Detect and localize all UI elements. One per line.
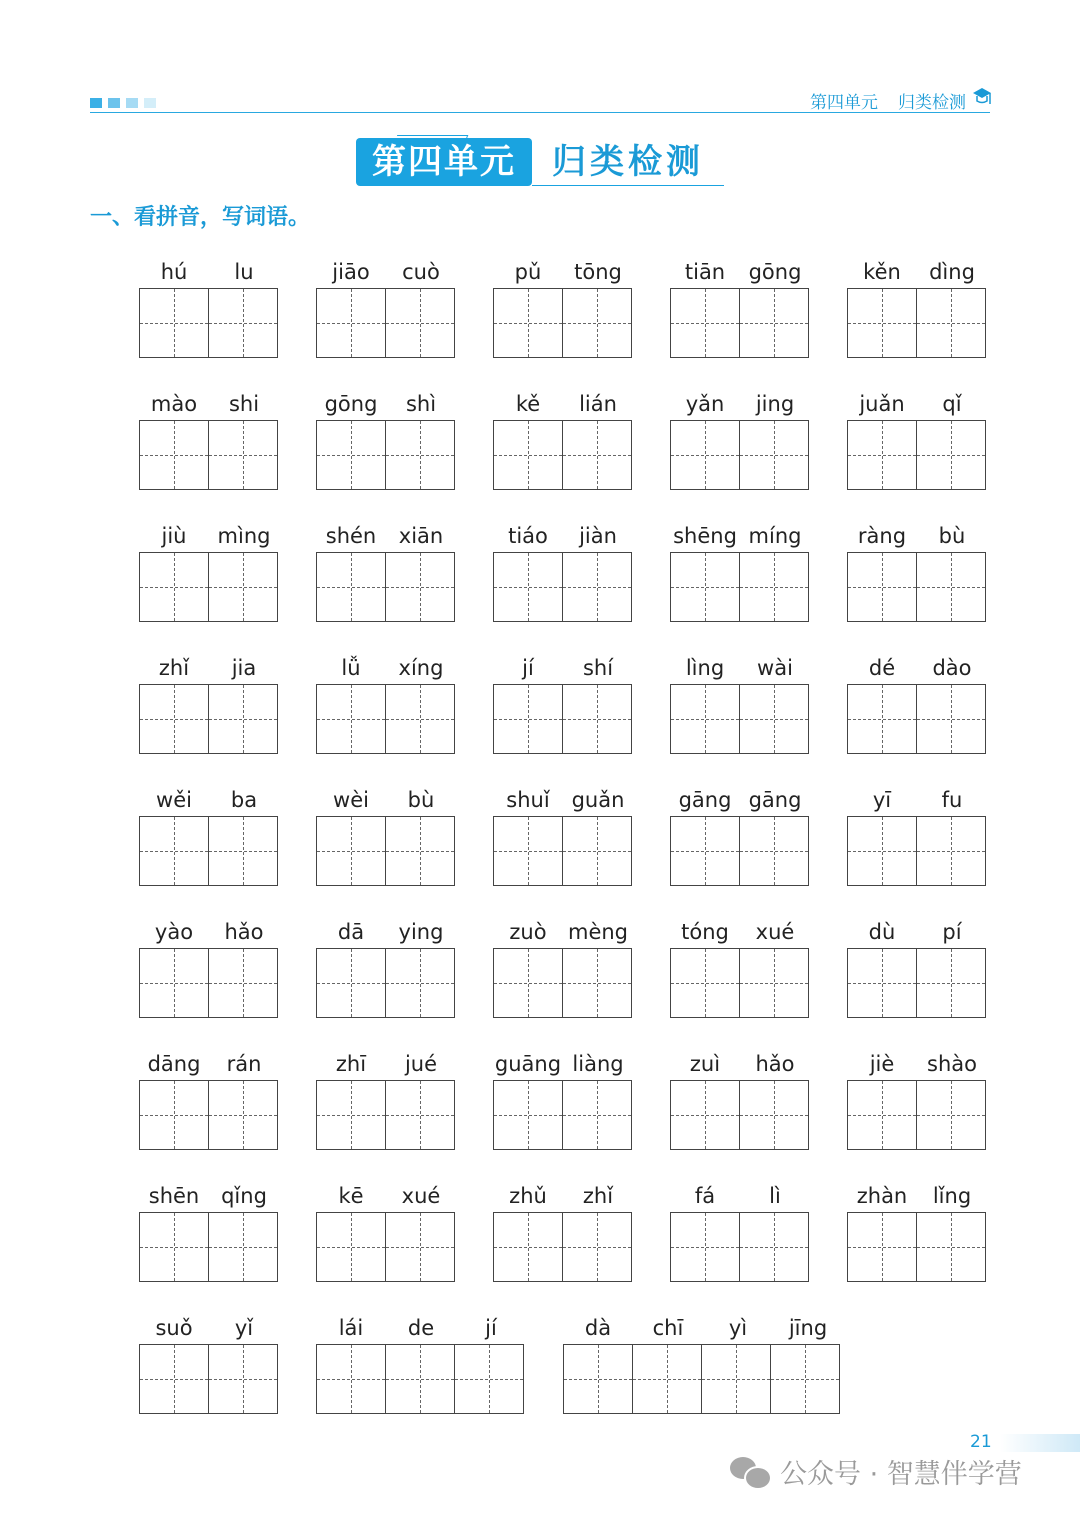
pinyin-row <box>139 918 279 946</box>
tianzige-grid <box>316 816 455 886</box>
tianzige-grid <box>493 1212 632 1282</box>
pinyin-syllable: gāng <box>678 788 732 812</box>
tianzige-grid <box>847 948 986 1018</box>
writing-cell[interactable] <box>139 1344 209 1414</box>
writing-cell[interactable] <box>916 288 986 358</box>
tianzige-grid <box>139 816 278 886</box>
writing-cell[interactable] <box>847 420 917 490</box>
pinyin-row <box>847 258 987 286</box>
pinyin-syllable: tōng <box>574 260 622 284</box>
writing-cell[interactable] <box>670 288 740 358</box>
pinyin-row <box>493 654 633 682</box>
header-square <box>108 98 120 108</box>
writing-cell[interactable] <box>770 1344 840 1414</box>
tianzige-grid <box>670 288 809 358</box>
tianzige-grid <box>139 1080 278 1150</box>
writing-cell[interactable] <box>847 1080 917 1150</box>
pinyin-syllable: chī <box>652 1316 684 1340</box>
header-squares <box>90 98 156 108</box>
writing-cell[interactable] <box>739 816 809 886</box>
pinyin-row <box>493 1050 633 1078</box>
writing-cell[interactable] <box>316 420 386 490</box>
pinyin-syllable: qǐng <box>221 1184 267 1208</box>
pinyin-syllable: shuǐ <box>506 788 550 812</box>
writing-cell[interactable] <box>493 816 563 886</box>
writing-cell[interactable] <box>670 1080 740 1150</box>
page-number-band <box>1000 1434 1080 1452</box>
wechat-icon <box>730 1455 770 1489</box>
pinyin-syllable: bù <box>407 788 435 812</box>
writing-cell[interactable] <box>493 288 563 358</box>
graduation-cap-icon <box>972 86 992 114</box>
writing-cell[interactable] <box>916 684 986 754</box>
writing-cell[interactable] <box>847 684 917 754</box>
pinyin-syllable: hú <box>160 260 188 284</box>
pinyin-syllable: xué <box>755 920 795 944</box>
pinyin-row <box>493 390 633 418</box>
pinyin-row <box>847 522 987 550</box>
pinyin-syllable: cuò <box>402 260 440 284</box>
pinyin-syllable: mìng <box>217 524 271 548</box>
writing-cell[interactable] <box>562 288 632 358</box>
writing-cell[interactable] <box>916 1212 986 1282</box>
pinyin-syllable: tiān <box>684 260 726 284</box>
writing-cell[interactable] <box>916 1080 986 1150</box>
writing-cell[interactable] <box>208 816 278 886</box>
header-section: 归类检测 <box>898 92 966 113</box>
writing-cell[interactable] <box>670 1212 740 1282</box>
writing-cell[interactable] <box>670 552 740 622</box>
pinyin-row <box>670 390 810 418</box>
title-tail: 归类检测 <box>552 142 704 182</box>
pinyin-row <box>139 522 279 550</box>
pinyin-syllable: lì <box>769 1184 781 1208</box>
pinyin-syllable: fá <box>694 1184 716 1208</box>
pinyin-syllable: jí <box>485 1316 497 1340</box>
writing-cell[interactable] <box>739 1080 809 1150</box>
writing-cell[interactable] <box>139 1212 209 1282</box>
pinyin-row <box>493 786 633 814</box>
writing-cell[interactable] <box>493 1080 563 1150</box>
tianzige-grid <box>493 288 632 358</box>
pinyin-syllable: yǐ <box>234 1316 254 1340</box>
writing-cell[interactable] <box>493 1212 563 1282</box>
tianzige-grid <box>847 684 986 754</box>
pinyin-row <box>670 258 810 286</box>
tianzige-grid <box>847 1212 986 1282</box>
writing-cell[interactable] <box>316 1080 386 1150</box>
writing-cell[interactable] <box>847 288 917 358</box>
writing-cell[interactable] <box>493 420 563 490</box>
pinyin-row <box>316 258 456 286</box>
pinyin-row <box>670 1050 810 1078</box>
pinyin-syllable: shēng <box>673 524 737 548</box>
pinyin-syllable: shi <box>228 392 260 416</box>
tianzige-grid <box>316 1212 455 1282</box>
writing-cell[interactable] <box>739 684 809 754</box>
tianzige-grid <box>670 552 809 622</box>
writing-cell[interactable] <box>385 1344 455 1414</box>
pinyin-row <box>847 786 987 814</box>
pinyin-syllable: pǔ <box>514 260 542 284</box>
pinyin-syllable: mèng <box>567 920 629 944</box>
writing-cell[interactable] <box>916 420 986 490</box>
writing-cell[interactable] <box>670 816 740 886</box>
pinyin-syllable: de <box>407 1316 435 1340</box>
pinyin-syllable: yǎn <box>685 392 725 416</box>
pinyin-syllable: jiāo <box>332 260 370 284</box>
tianzige-grid <box>139 552 278 622</box>
pinyin-row <box>316 786 456 814</box>
pinyin-syllable: wèi <box>333 788 369 812</box>
writing-cell[interactable] <box>316 288 386 358</box>
pinyin-syllable: xué <box>401 1184 441 1208</box>
pinyin-syllable: zhǔ <box>509 1184 547 1208</box>
pinyin-row <box>670 522 810 550</box>
pinyin-syllable: dāng <box>147 1052 201 1076</box>
pinyin-syllable: jia <box>231 656 257 680</box>
writing-cell[interactable] <box>454 1344 524 1414</box>
running-header <box>810 86 992 114</box>
pinyin-syllable: shào <box>927 1052 977 1076</box>
tianzige-grid <box>847 420 986 490</box>
pinyin-syllable: dào <box>932 656 972 680</box>
pinyin-row <box>670 918 810 946</box>
pinyin-syllable: pí <box>942 920 962 944</box>
question-heading: 一、看拼音，写词语。 <box>90 205 311 230</box>
pinyin-syllable: qǐ <box>942 392 962 416</box>
pinyin-row <box>493 522 633 550</box>
writing-cell[interactable] <box>208 1344 278 1414</box>
pinyin-syllable: jing <box>755 392 795 416</box>
tianzige-grid <box>670 1212 809 1282</box>
page-number: 21 <box>970 1432 992 1452</box>
pinyin-syllable: míng <box>748 524 802 548</box>
writing-cell[interactable] <box>385 288 455 358</box>
writing-cell[interactable] <box>916 552 986 622</box>
title-boxed: 第四单元 <box>356 138 532 186</box>
pinyin-row <box>316 1050 456 1078</box>
writing-cell[interactable] <box>739 948 809 1018</box>
tianzige-grid <box>493 1080 632 1150</box>
pinyin-row <box>139 654 279 682</box>
pinyin-syllable: shén <box>325 524 377 548</box>
writing-cell[interactable] <box>208 1212 278 1282</box>
pinyin-syllable: gāng <box>748 788 802 812</box>
pinyin-row <box>139 786 279 814</box>
pinyin-syllable: jīng <box>788 1316 828 1340</box>
tianzige-grid <box>847 552 986 622</box>
tianzige-grid <box>316 684 455 754</box>
writing-cell[interactable] <box>139 1080 209 1150</box>
tianzige-grid <box>139 420 278 490</box>
writing-cell[interactable] <box>316 552 386 622</box>
pinyin-syllable: gōng <box>324 392 378 416</box>
pinyin-row <box>493 258 633 286</box>
writing-cell[interactable] <box>739 420 809 490</box>
writing-cell[interactable] <box>316 948 386 1018</box>
pinyin-syllable: kě <box>515 392 541 416</box>
pinyin-syllable: wài <box>757 656 793 680</box>
writing-cell[interactable] <box>208 684 278 754</box>
tianzige-grid <box>493 420 632 490</box>
writing-cell[interactable] <box>670 684 740 754</box>
pinyin-syllable: rán <box>226 1052 262 1076</box>
pinyin-syllable: lái <box>338 1316 364 1340</box>
tianzige-grid <box>139 948 278 1018</box>
pinyin-row <box>139 1050 279 1078</box>
writing-cell[interactable] <box>739 1212 809 1282</box>
tianzige-grid <box>563 1344 840 1414</box>
pinyin-syllable: lu <box>234 260 254 284</box>
pinyin-syllable: zuì <box>689 1052 721 1076</box>
writing-cell[interactable] <box>385 816 455 886</box>
pinyin-syllable: lǐng <box>932 1184 972 1208</box>
tianzige-grid <box>493 684 632 754</box>
pinyin-row <box>670 654 810 682</box>
pinyin-syllable: kē <box>338 1184 364 1208</box>
pinyin-syllable: ba <box>230 788 258 812</box>
pinyin-syllable: fu <box>941 788 963 812</box>
pinyin-syllable: ràng <box>857 524 907 548</box>
tianzige-grid <box>670 1080 809 1150</box>
tianzige-grid <box>316 288 455 358</box>
tianzige-grid <box>670 948 809 1018</box>
writing-cell[interactable] <box>316 816 386 886</box>
pinyin-row <box>847 390 987 418</box>
tianzige-grid <box>670 420 809 490</box>
writing-cell[interactable] <box>208 420 278 490</box>
pinyin-syllable: mào <box>150 392 198 416</box>
pinyin-syllable: bù <box>938 524 966 548</box>
pinyin-syllable: shēn <box>148 1184 200 1208</box>
writing-cell[interactable] <box>739 552 809 622</box>
pinyin-row <box>316 1314 526 1342</box>
header-unit: 第四单元 <box>810 92 878 113</box>
pinyin-syllable: hǎo <box>755 1052 795 1076</box>
page-title <box>356 135 726 187</box>
header-square <box>126 98 138 108</box>
pinyin-syllable: jiè <box>869 1052 895 1076</box>
writing-cell[interactable] <box>316 1212 386 1282</box>
writing-cell[interactable] <box>385 948 455 1018</box>
pinyin-syllable: jí <box>522 656 534 680</box>
pinyin-row <box>316 918 456 946</box>
writing-cell[interactable] <box>562 552 632 622</box>
pinyin-row <box>847 1050 987 1078</box>
pinyin-syllable: lián <box>579 392 617 416</box>
pinyin-row <box>139 258 279 286</box>
pinyin-row <box>139 390 279 418</box>
tianzige-grid <box>316 948 455 1018</box>
writing-cell[interactable] <box>847 948 917 1018</box>
pinyin-syllable: xiān <box>398 524 444 548</box>
writing-cell[interactable] <box>847 552 917 622</box>
pinyin-syllable: xíng <box>398 656 444 680</box>
writing-cell[interactable] <box>385 420 455 490</box>
writing-cell[interactable] <box>670 420 740 490</box>
writing-cell[interactable] <box>916 816 986 886</box>
writing-cell[interactable] <box>562 420 632 490</box>
pinyin-row <box>670 1182 810 1210</box>
pinyin-syllable: wěi <box>156 788 192 812</box>
writing-cell[interactable] <box>632 1344 702 1414</box>
writing-cell[interactable] <box>670 948 740 1018</box>
pinyin-syllable: yī <box>872 788 892 812</box>
pinyin-syllable: zhǐ <box>158 656 190 680</box>
pinyin-syllable: shí <box>582 656 614 680</box>
pinyin-row <box>316 654 456 682</box>
writing-cell[interactable] <box>208 552 278 622</box>
writing-cell[interactable] <box>316 684 386 754</box>
writing-cell[interactable] <box>847 1212 917 1282</box>
tianzige-grid <box>847 1080 986 1150</box>
pinyin-syllable: guǎn <box>571 788 625 812</box>
writing-cell[interactable] <box>563 1344 633 1414</box>
writing-cell[interactable] <box>208 1080 278 1150</box>
tianzige-grid <box>493 816 632 886</box>
pinyin-syllable: yì <box>728 1316 748 1340</box>
pinyin-syllable: dà <box>584 1316 612 1340</box>
pinyin-row <box>847 1182 987 1210</box>
watermark-text: 公众号 · 智慧伴学营 <box>780 1459 1022 1490</box>
writing-cell[interactable] <box>208 948 278 1018</box>
writing-cell[interactable] <box>385 552 455 622</box>
pinyin-syllable: yào <box>154 920 194 944</box>
tianzige-grid <box>670 816 809 886</box>
pinyin-syllable: zhī <box>335 1052 367 1076</box>
pinyin-row <box>847 654 987 682</box>
pinyin-syllable: jué <box>404 1052 438 1076</box>
pinyin-syllable: kěn <box>863 260 901 284</box>
pinyin-syllable: jiàn <box>579 524 617 548</box>
pinyin-syllable: lìng <box>685 656 725 680</box>
writing-cell[interactable] <box>385 1080 455 1150</box>
tianzige-grid <box>316 420 455 490</box>
pinyin-row <box>316 522 456 550</box>
tianzige-grid <box>316 1080 455 1150</box>
pinyin-syllable: juǎn <box>859 392 905 416</box>
tianzige-grid <box>493 948 632 1018</box>
writing-cell[interactable] <box>385 1212 455 1282</box>
header-square <box>144 98 156 108</box>
watermark <box>730 1452 1022 1491</box>
pinyin-syllable: zhàn <box>856 1184 908 1208</box>
writing-cell[interactable] <box>316 1344 386 1414</box>
writing-cell[interactable] <box>385 684 455 754</box>
pinyin-row <box>316 1182 456 1210</box>
pinyin-syllable: suǒ <box>155 1316 193 1340</box>
tianzige-grid <box>139 288 278 358</box>
writing-cell[interactable] <box>701 1344 771 1414</box>
pinyin-row <box>493 1182 633 1210</box>
pinyin-syllable: zuò <box>509 920 547 944</box>
pinyin-syllable: tiáo <box>508 524 548 548</box>
writing-cell[interactable] <box>562 1212 632 1282</box>
pinyin-syllable: hǎo <box>224 920 264 944</box>
tianzige-grid <box>139 1344 278 1414</box>
title-underline <box>532 185 724 186</box>
writing-cell[interactable] <box>847 816 917 886</box>
writing-cell[interactable] <box>139 420 209 490</box>
pinyin-syllable: gōng <box>748 260 802 284</box>
writing-cell[interactable] <box>916 948 986 1018</box>
pinyin-syllable: tóng <box>681 920 729 944</box>
writing-cell[interactable] <box>139 552 209 622</box>
pinyin-syllable: lǚ <box>341 656 361 680</box>
writing-cell[interactable] <box>139 684 209 754</box>
writing-cell[interactable] <box>493 552 563 622</box>
writing-cell[interactable] <box>739 288 809 358</box>
writing-cell[interactable] <box>562 684 632 754</box>
pinyin-row <box>139 1314 279 1342</box>
pinyin-syllable: ying <box>398 920 444 944</box>
pinyin-syllable: dù <box>868 920 896 944</box>
pinyin-row <box>847 918 987 946</box>
pinyin-syllable: shì <box>405 392 437 416</box>
pinyin-syllable: jiù <box>161 524 187 548</box>
tianzige-grid <box>847 816 986 886</box>
writing-cell[interactable] <box>562 816 632 886</box>
writing-cell[interactable] <box>139 288 209 358</box>
pinyin-row <box>139 1182 279 1210</box>
writing-cell[interactable] <box>493 684 563 754</box>
pinyin-syllable: zhǐ <box>582 1184 614 1208</box>
pinyin-row <box>316 390 456 418</box>
writing-cell[interactable] <box>139 816 209 886</box>
pinyin-syllable: liàng <box>572 1052 624 1076</box>
tianzige-grid <box>139 1212 278 1282</box>
writing-cell[interactable] <box>562 948 632 1018</box>
header-square <box>90 98 102 108</box>
tianzige-grid <box>316 1344 524 1414</box>
pinyin-syllable: dā <box>337 920 365 944</box>
writing-cell[interactable] <box>139 948 209 1018</box>
writing-cell[interactable] <box>493 948 563 1018</box>
tianzige-grid <box>316 552 455 622</box>
tianzige-grid <box>493 552 632 622</box>
pinyin-syllable: guāng <box>494 1052 562 1076</box>
pinyin-row <box>670 786 810 814</box>
writing-cell[interactable] <box>562 1080 632 1150</box>
writing-cell[interactable] <box>208 288 278 358</box>
pinyin-syllable: dé <box>868 656 896 680</box>
tianzige-grid <box>847 288 986 358</box>
tianzige-grid <box>670 684 809 754</box>
pinyin-syllable: dìng <box>929 260 975 284</box>
pinyin-row <box>563 1314 843 1342</box>
pinyin-row <box>493 918 633 946</box>
tianzige-grid <box>139 684 278 754</box>
